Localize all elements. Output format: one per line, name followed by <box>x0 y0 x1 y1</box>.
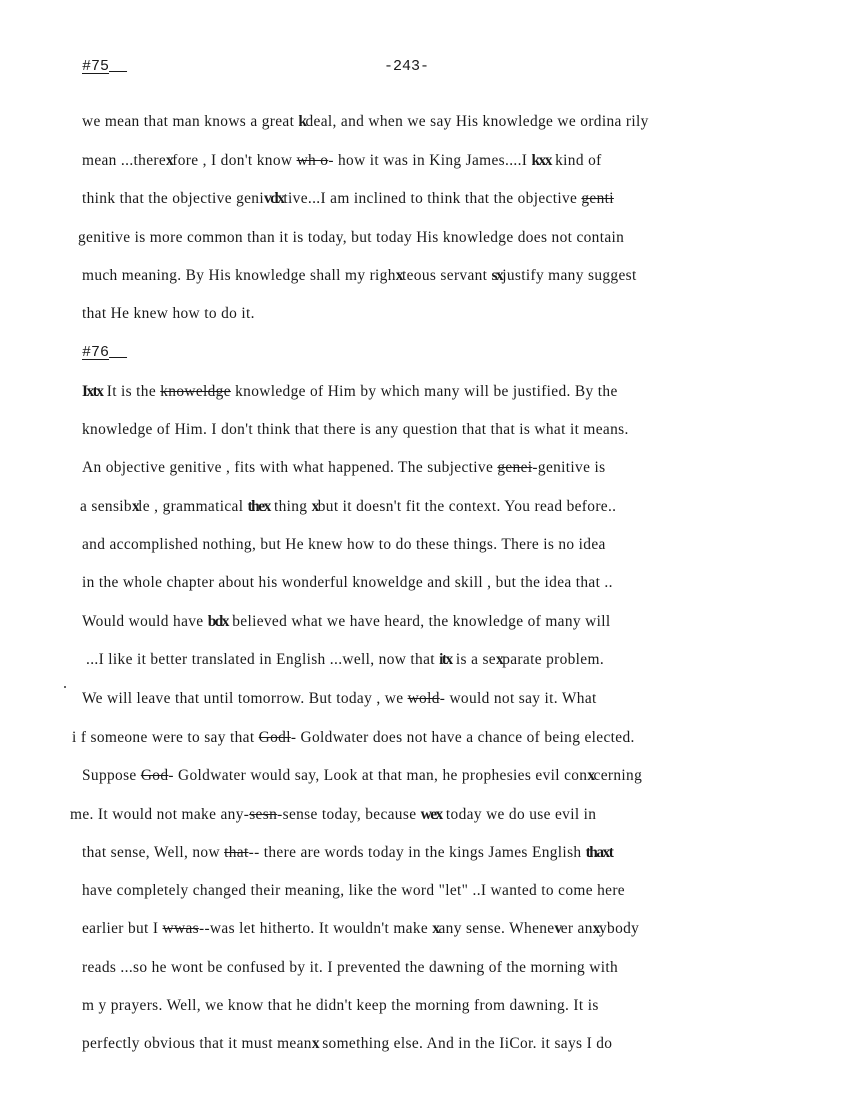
text-line <box>82 420 629 440</box>
overtyped-text: thaxt <box>585 844 613 861</box>
text-run: parate problem. <box>502 651 605 668</box>
overtyped-text: x <box>131 498 139 515</box>
text-run: It is the <box>102 383 161 400</box>
text-run: teous servant <box>401 267 492 284</box>
struck-text: knoweldge <box>160 383 231 400</box>
overtyped-text: k <box>298 113 306 130</box>
struck-text: that <box>224 844 249 861</box>
text-run: have completely changed their meaning, like the word "let" ..I wanted to come here <box>82 882 625 899</box>
text-run: knowledge of Him. I don't think that there is any question that that is what it means. <box>82 421 629 438</box>
text-run: something else. And in the IiCor. it says I do <box>318 1035 613 1052</box>
text-run: but it doesn't fit the context. You read before.. <box>317 498 617 515</box>
page-number: -243- <box>384 58 430 75</box>
text-line <box>82 996 599 1016</box>
text-run: kind of <box>550 152 602 169</box>
text-run: le , grammatical <box>138 498 248 515</box>
text-run: tive...I am inclined to think that the objective <box>283 190 582 207</box>
text-line <box>82 535 606 555</box>
overtyped-text: Ixtx <box>82 383 103 400</box>
text-run: m y prayers. Well, we know that he didn't keep the morning from dawning. It is <box>82 997 599 1014</box>
text-line <box>70 805 596 825</box>
overtyped-text: x <box>495 651 503 668</box>
struck-text: wwas <box>162 920 199 937</box>
text-run: -- there are words today in the kings James English <box>248 844 586 861</box>
underline-tail <box>109 344 127 361</box>
text-line <box>72 728 635 748</box>
overtyped-text: v <box>554 920 561 937</box>
text-run: cerning <box>593 767 643 784</box>
text-run: much meaning. By His knowledge shall my righ <box>82 267 396 284</box>
underline-tail <box>109 58 127 75</box>
overtyped-text: kxx <box>531 152 551 169</box>
text-line <box>82 112 649 132</box>
text-line <box>82 382 618 402</box>
text-line <box>82 843 612 863</box>
text-run: in the whole chapter about his wonderful knoweldge and skill , but the idea that .. <box>82 574 613 591</box>
overtyped-text: wex <box>420 806 442 823</box>
struck-text: genei <box>497 459 533 476</box>
text-run: er an <box>560 920 593 937</box>
overtyped-text: bdx <box>207 613 229 630</box>
text-line <box>82 1034 612 1054</box>
struck-text: wold <box>407 690 440 707</box>
overtyped-text: x <box>587 767 594 784</box>
section-number <box>82 58 127 75</box>
text-line <box>82 458 605 478</box>
overtyped-text: x <box>592 920 599 937</box>
text-run: ybody <box>598 920 640 937</box>
text-line <box>82 573 613 593</box>
text-run: i f someone were to say that <box>72 729 259 746</box>
text-run: and accomplished nothing, but He knew how to do these things. There is no idea <box>82 536 606 553</box>
struck-text: Godl <box>258 729 291 746</box>
text-line <box>82 151 602 171</box>
text-run: -genitive is <box>532 459 606 476</box>
text-run: knowledge of Him by which many will be justified. By the <box>230 383 618 400</box>
text-line <box>82 766 642 786</box>
section-76-text: #76 <box>82 344 110 361</box>
text-run: - would not say it. What <box>439 690 597 707</box>
text-run: fore , I don't know <box>172 152 297 169</box>
struck-text: God <box>140 767 169 784</box>
stray-mark <box>64 686 66 688</box>
text-run: An objective genitive , fits with what happened. The subjective <box>82 459 498 476</box>
overtyped-text: x <box>395 267 402 284</box>
text-line <box>82 612 610 632</box>
section-76-number <box>82 344 127 361</box>
text-run: that He knew how to do it. <box>82 305 255 322</box>
text-line <box>82 919 639 939</box>
overtyped-text: x <box>311 1035 319 1052</box>
text-line <box>80 497 616 517</box>
text-run: - Goldwater does not have a chance of being elected. <box>290 729 635 746</box>
text-run: -sense today, because <box>277 806 421 823</box>
text-run: Would would have <box>82 613 208 630</box>
text-run: any sense. Whene <box>438 920 555 937</box>
text-run: earlier but I <box>82 920 163 937</box>
text-run: believed what we have heard, the knowledge of many will <box>228 613 611 630</box>
struck-text: wh o <box>296 152 329 169</box>
overtyped-text: vdx <box>263 190 284 207</box>
text-run: We will leave that until tomorrow. But today , we <box>82 690 408 707</box>
text-line <box>82 881 625 901</box>
overtyped-text: x <box>432 920 439 937</box>
text-run: reads ...so he wont be confused by it. I prevented the dawning of the morning with <box>82 959 619 976</box>
text-run: perfectly obvious that it must mean <box>82 1035 312 1052</box>
text-run: Suppose <box>82 767 141 784</box>
section-number-text: #75 <box>82 58 110 75</box>
text-run: - how it was in King James....I <box>328 152 532 169</box>
text-run: justify many suggest <box>502 267 637 284</box>
text-line <box>82 958 618 978</box>
text-run: thing <box>269 498 312 515</box>
overtyped-text: sx <box>491 267 503 284</box>
overtyped-text: x <box>311 498 318 515</box>
text-run: that sense, Well, now <box>82 844 225 861</box>
text-run: a sensib <box>80 498 132 515</box>
text-line <box>82 189 614 209</box>
text-line <box>86 650 604 670</box>
text-run: --was let hitherto. It wouldn't make <box>198 920 433 937</box>
text-run: - Goldwater would say, Look at that man, he prophesies evil con <box>168 767 588 784</box>
text-run: today we do use evil in <box>441 806 597 823</box>
text-run: deal, and when we say His knowledge we ordina rily <box>305 113 649 130</box>
text-line <box>78 228 624 248</box>
struck-text: genti <box>581 190 614 207</box>
overtyped-text: itx <box>439 651 452 668</box>
text-run: think that the objective geni <box>82 190 264 207</box>
struck-text: sesn <box>249 806 278 823</box>
text-line <box>82 266 637 286</box>
overtyped-text: thex <box>247 498 270 515</box>
text-line <box>82 304 255 324</box>
text-run: we mean that man knows a great <box>82 113 299 130</box>
text-run: me. It would not make any- <box>70 806 250 823</box>
text-run: is a se <box>451 651 496 668</box>
text-run: mean ...there <box>82 152 167 169</box>
text-line <box>82 689 597 709</box>
text-run: genitive is more common than it is today, but today His knowledge does not contain <box>78 229 625 246</box>
overtyped-text: x <box>166 152 173 169</box>
text-run: ...I like it better translated in English ...well, now that <box>86 651 440 668</box>
